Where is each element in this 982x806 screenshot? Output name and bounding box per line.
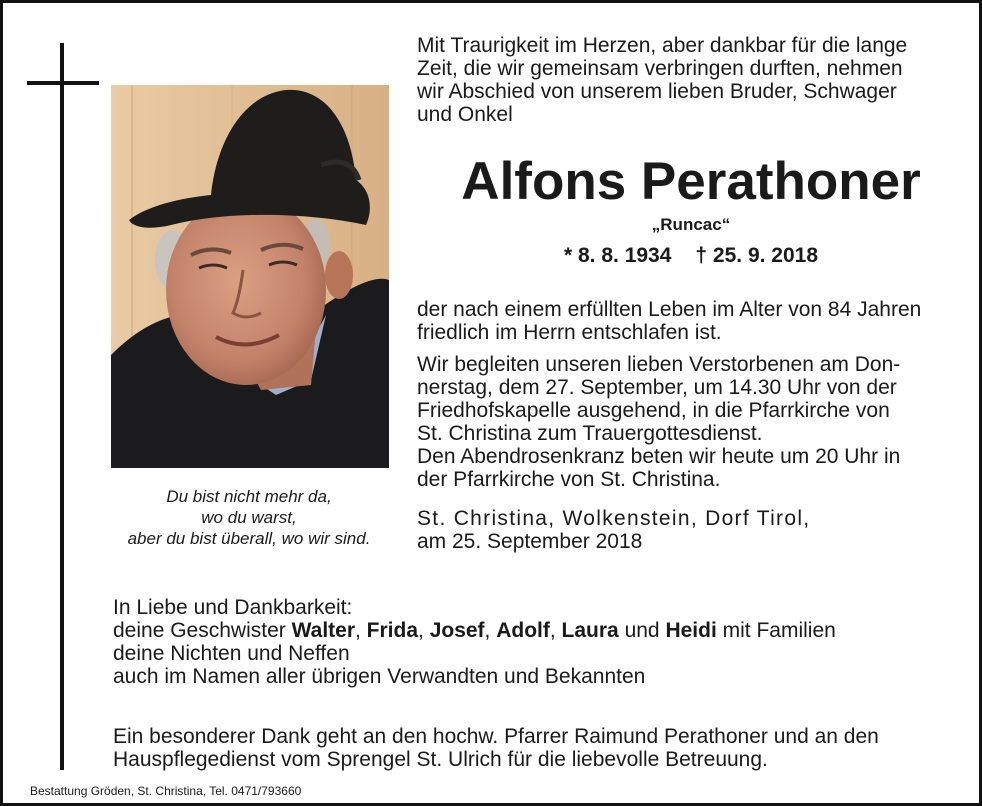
intro-line: und Onkel: [417, 103, 513, 126]
funeral-home-footer: Bestattung Gröden, St. Christina, Tel. 0471/793660: [30, 784, 302, 798]
sibling-name: Heidi: [665, 619, 717, 642]
thanks-line: Hauspflegedienst vom Sprengel St. Ulrich für die liebevolle Betreuung.: [113, 748, 768, 771]
place-line: St. Christina, Wolkenstein, Dorf Tirol,: [417, 507, 811, 530]
cross-icon-vertical-bar: [60, 43, 64, 770]
place-and-date: [417, 507, 965, 553]
sibling-name: Frida: [366, 619, 419, 642]
cross-icon-horizontal-bar: [27, 81, 99, 85]
separator: ,: [355, 619, 367, 642]
family-signature: [113, 596, 965, 688]
portrait-photo: [111, 85, 389, 468]
intro-line: Mit Traurigkeit im Herzen, aber dankbar für die lange: [417, 34, 908, 57]
quote-line: wo du warst,: [201, 508, 297, 527]
relatives-line: auch im Namen aller übrigen Verwandten und Bekannten: [113, 665, 646, 688]
sibling-name: Adolf: [496, 619, 550, 642]
separator: ,: [484, 619, 497, 642]
family-heading: In Liebe und Dankbarkeit:: [113, 596, 353, 619]
passing-text: [417, 298, 965, 344]
intro-line: wir Abschied von unserem lieben Bruder, Schwager: [417, 80, 897, 103]
separator: ,: [418, 619, 430, 642]
date-line: am 25. September 2018: [417, 530, 643, 553]
deceased-nickname: „Runcac“: [651, 215, 731, 234]
thanks-line: Ein besonderer Dank geht an den hochw. Pfarrer Raimund Perathoner und an den: [113, 725, 879, 748]
separator: ,: [549, 619, 562, 642]
funeral-line: Friedhofskapelle ausgehend, in die Pfarrkirche von: [417, 399, 890, 422]
funeral-line: nerstag, dem 27. September, um 14.30 Uhr von der: [417, 376, 897, 399]
sibling-name: Walter: [291, 619, 355, 642]
birth-date: * 8. 8. 1934: [563, 244, 672, 267]
separator: und: [618, 619, 666, 642]
quote-line: aber du bist überall, wo wir sind.: [127, 529, 371, 548]
funeral-line: der Pfarrkirche von St. Christina.: [417, 468, 721, 491]
siblings-suffix: mit Familien: [716, 619, 836, 642]
funeral-details: [417, 353, 965, 491]
thanks-text: [113, 725, 965, 771]
sibling-name: Josef: [429, 619, 485, 642]
passing-line: friedlich im Herrn entschlafen ist.: [417, 321, 722, 344]
intro-line: Zeit, die wir gemeinsam verbringen durften, nehmen: [417, 57, 903, 80]
siblings-line: [113, 619, 965, 642]
passing-line: der nach einem erfüllten Leben im Alter von 84 Jahren: [417, 298, 922, 321]
funeral-line: Wir begleiten unseren lieben Verstorbenen am Don-: [417, 353, 901, 376]
nieces-line: deine Nichten und Neffen: [113, 642, 350, 665]
death-date: † 25. 9. 2018: [695, 244, 819, 267]
deceased-name: Alfons Perathoner: [461, 152, 921, 211]
life-dates: [417, 243, 965, 269]
intro-text: [417, 34, 965, 126]
quote-line: Du bist nicht mehr da,: [166, 487, 332, 506]
sibling-name: Laura: [561, 619, 619, 642]
siblings-prefix: deine Geschwister: [113, 619, 292, 642]
funeral-line: Den Abendrosenkranz beten wir heute um 20 Uhr in: [417, 445, 901, 468]
memorial-quote: [103, 486, 395, 549]
funeral-line: St. Christina zum Trauergottesdienst.: [417, 422, 763, 445]
